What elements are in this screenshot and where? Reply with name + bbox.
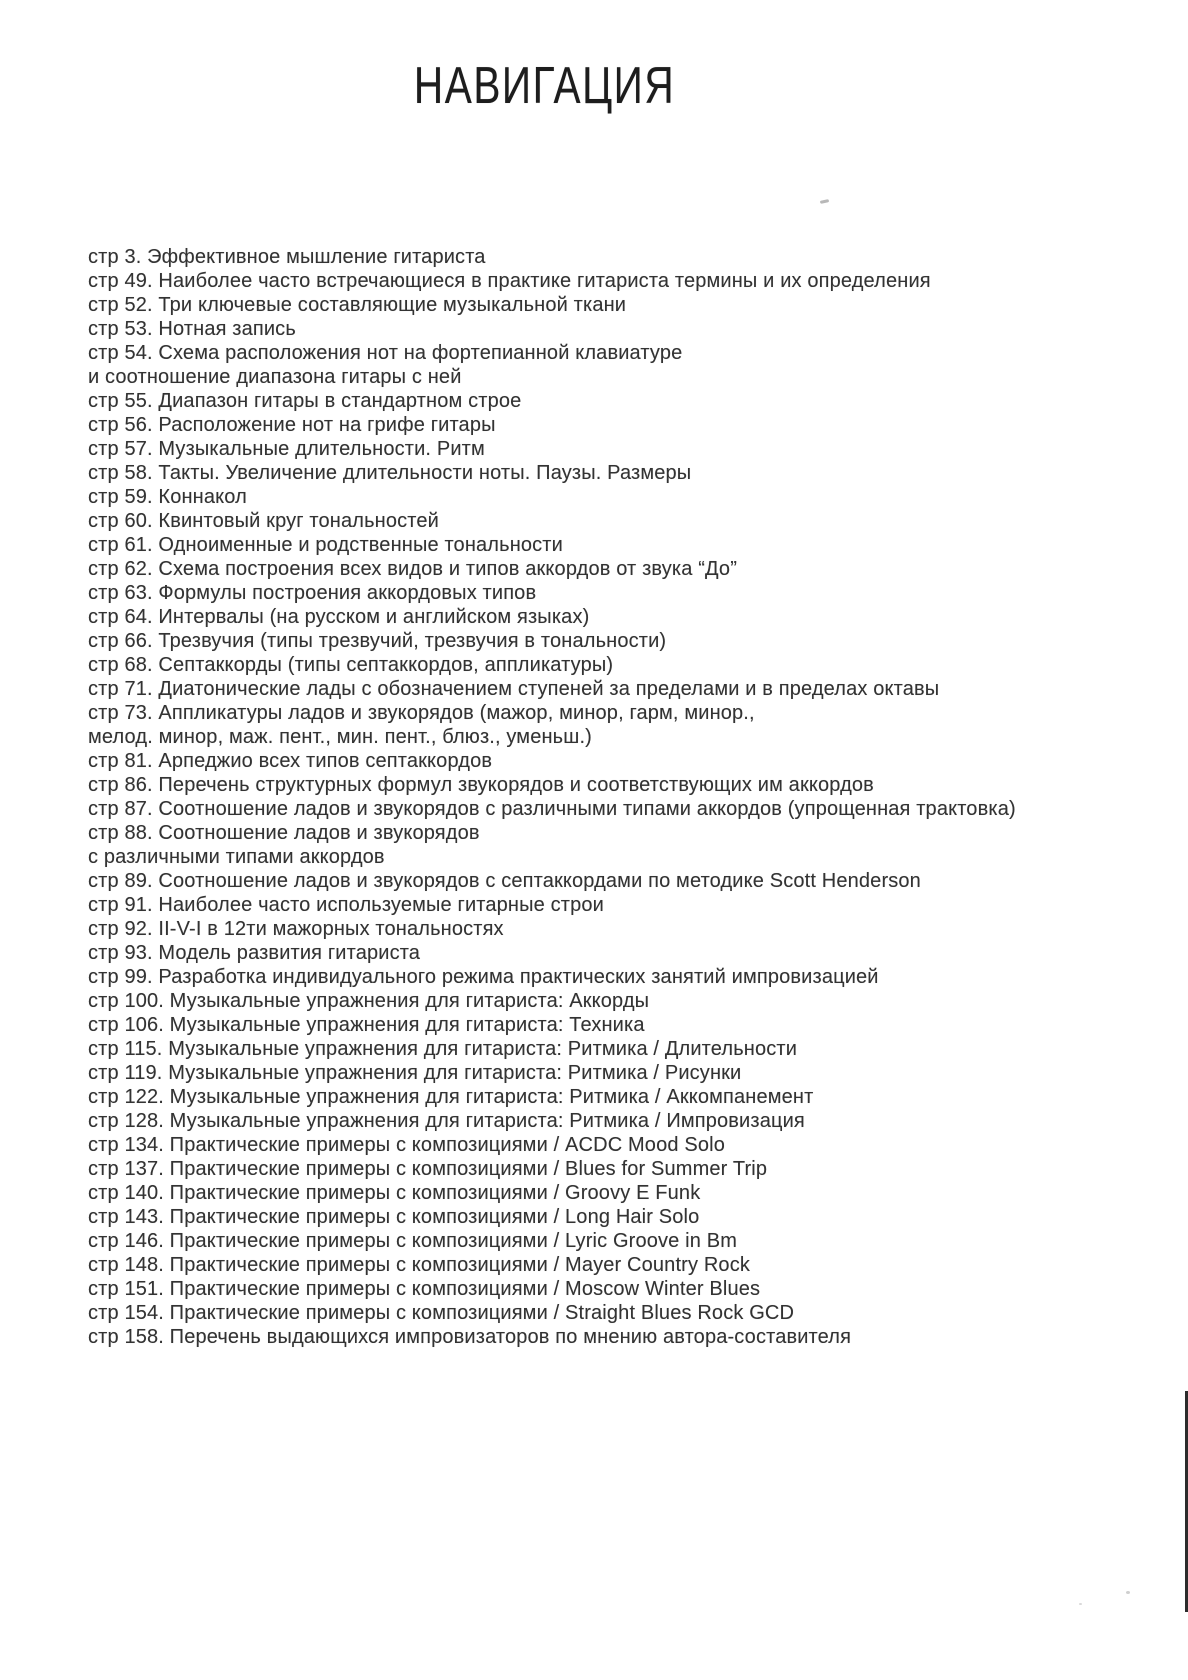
toc-line: стр 63. Формулы построения аккордовых типов: [88, 582, 537, 604]
toc-line: стр 55. Диапазон гитары в стандартном строе: [88, 390, 522, 412]
toc-line: стр 122. Музыкальные упражнения для гитариста: Ритмика / Аккомпанемент: [88, 1086, 814, 1108]
toc-line: стр 91. Наиболее часто используемые гитарные строи: [88, 894, 604, 916]
toc-line: стр 61. Одноименные и родственные тональности: [88, 534, 563, 556]
toc-line: стр 140. Практические примеры с композициями / Groovy E Funk: [88, 1182, 701, 1204]
toc-line: стр 62. Схема построения всех видов и типов аккордов от звука “До”: [88, 558, 738, 580]
page-title: [0, 56, 1139, 116]
toc-line-continuation: с различными типами аккордов: [88, 846, 385, 868]
toc-line: стр 86. Перечень структурных формул звукорядов и соответствующих им аккордов: [88, 774, 874, 796]
toc-line: стр 128. Музыкальные упражнения для гитариста: Ритмика / Импровизация: [88, 1110, 805, 1132]
toc-list: [88, 245, 1158, 1349]
toc-line: стр 151. Практические примеры с композициями / Moscow Winter Blues: [88, 1278, 761, 1300]
toc-line: стр 100. Музыкальные упражнения для гитариста: Аккорды: [88, 990, 650, 1012]
toc-line: стр 87. Соотношение ладов и звукорядов с различными типами аккордов (упрощенная трактовка): [88, 798, 1016, 820]
toc-line: стр 60. Квинтовый круг тональностей: [88, 510, 439, 532]
toc-line: стр 68. Септаккорды (типы септаккордов, аппликатуры): [88, 654, 614, 676]
toc-line: стр 52. Три ключевые составляющие музыкальной ткани: [88, 294, 627, 316]
toc-line: стр 119. Музыкальные упражнения для гитариста: Ритмика / Рисунки: [88, 1062, 742, 1084]
toc-line: стр 158. Перечень выдающихся импровизаторов по мнению автора-составителя: [88, 1326, 852, 1348]
toc-line: стр 53. Нотная запись: [88, 318, 296, 340]
scan-speck-artifact: [1079, 1603, 1082, 1605]
toc-line: стр 115. Музыкальные упражнения для гитариста: Ритмика / Длительности: [88, 1038, 798, 1060]
toc-line: стр 59. Коннакол: [88, 486, 247, 508]
toc-line: стр 88. Соотношение ладов и звукорядов: [88, 822, 480, 844]
toc-line: стр 3. Эффективное мышление гитариста: [88, 246, 486, 268]
toc-line: стр 92. II-V-I в 12ти мажорных тональностях: [88, 918, 504, 940]
toc-line: стр 57. Музыкальные длительности. Ритм: [88, 438, 485, 460]
toc-line-continuation: и соотношение диапазона гитары с ней: [88, 366, 462, 388]
scan-speck-artifact: [1126, 1591, 1130, 1594]
toc-line: стр 148. Практические примеры с композициями / Mayer Country Rock: [88, 1254, 750, 1276]
scan-speck-artifact: [820, 199, 829, 204]
toc-line: стр 66. Трезвучия (типы трезвучий, трезвучия в тональности): [88, 630, 667, 652]
toc-line: стр 93. Модель развития гитариста: [88, 942, 421, 964]
toc-line: стр 134. Практические примеры с композициями / ACDC Mood Solo: [88, 1134, 725, 1156]
toc-line: стр 64. Интервалы (на русском и английском языках): [88, 606, 590, 628]
toc-line: стр 146. Практические примеры с композициями / Lyric Groove in Bm: [88, 1230, 738, 1252]
toc-line: стр 58. Такты. Увеличение длительности ноты. Паузы. Размеры: [88, 462, 692, 484]
page-title-text: НАВИГАЦИЯ: [414, 57, 676, 115]
toc-line: стр 99. Разработка индивидуального режима практических занятий импровизацией: [88, 966, 879, 988]
toc-line: стр 106. Музыкальные упражнения для гитариста: Техника: [88, 1014, 645, 1036]
toc-line: стр 143. Практические примеры с композициями / Long Hair Solo: [88, 1206, 700, 1228]
toc-line: стр 56. Расположение нот на грифе гитары: [88, 414, 496, 436]
toc-line: стр 71. Диатонические лады с обозначением ступеней за пределами и в пределах октавы: [88, 678, 940, 700]
toc-line: стр 89. Соотношение ладов и звукорядов с септаккордами по методике Scott Henderson: [88, 870, 921, 892]
toc-line: стр 54. Схема расположения нот на фортепианной клавиатуре: [88, 342, 683, 364]
toc-line-continuation: мелод. минор, маж. пент., мин. пент., блюз., уменьш.): [88, 726, 592, 748]
toc-line: стр 81. Арпеджио всех типов септаккордов: [88, 750, 493, 772]
toc-line: стр 137. Практические примеры с композициями / Blues for Summer Trip: [88, 1158, 768, 1180]
toc-line: стр 154. Практические примеры с композициями / Straight Blues Rock GCD: [88, 1302, 795, 1324]
toc-line: стр 49. Наиболее часто встречающиеся в практике гитариста термины и их определения: [88, 270, 931, 292]
toc-line: стр 73. Аппликатуры ладов и звукорядов (мажор, минор, гарм, минор.,: [88, 702, 755, 724]
